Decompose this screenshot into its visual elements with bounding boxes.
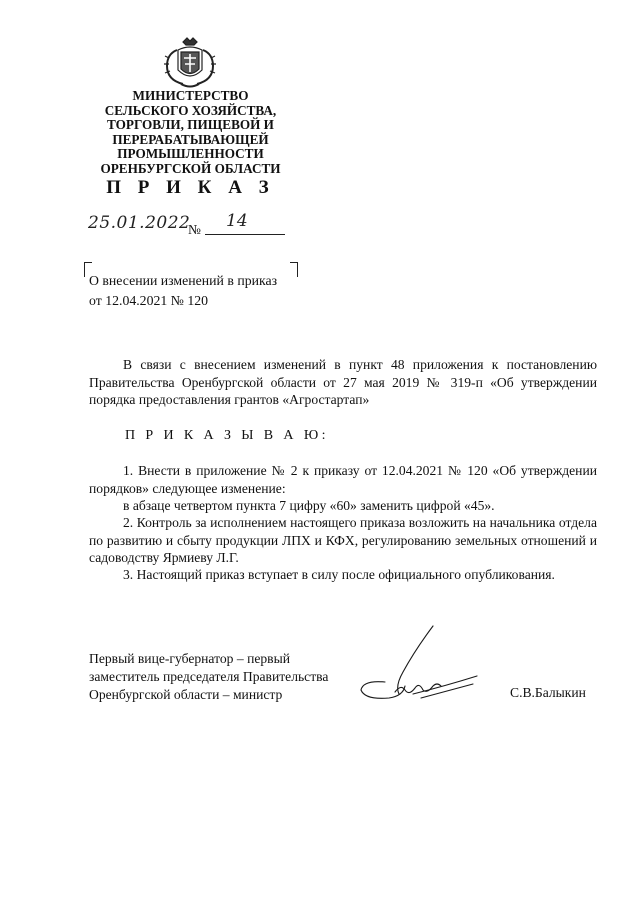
- ministry-line: ТОРГОВЛИ, ПИЩЕВОЙ И: [107, 117, 274, 133]
- order-item-2: 2. Контроль за исполнением настоящего приказа возложить на начальника отдела по развитию и сбыту продукции ЛПХ и КФХ, регулированию земельных отношений и садоводству Ярмиеву Л.Г.: [89, 515, 597, 565]
- order-heading: П Р И К А З Ы В А Ю:: [125, 428, 329, 443]
- subject-line: О внесении изменений в приказ: [89, 273, 278, 288]
- number-label: №: [188, 222, 201, 237]
- position-line: Оренбургской области – министр: [89, 687, 283, 702]
- position-line: Первый вице-губернатор – первый: [89, 651, 290, 666]
- ministry-name: [80, 89, 301, 177]
- ministry-line: ПЕРЕРАБАТЫВАЮЩЕЙ: [112, 131, 269, 147]
- ministry-line: ПРОМЫШЛЕННОСТИ: [117, 146, 264, 162]
- document-number: 14: [226, 211, 248, 231]
- ministry-line: ОРЕНБУРГСКОЙ ОБЛАСТИ: [100, 160, 281, 176]
- position-line: заместитель председателя Правительства: [89, 669, 329, 684]
- order-item-1: 1. Внести в приложение № 2 к приказу от 12.04.2021 № 120 «Об утверждении порядков» следующее изменение:: [89, 463, 597, 496]
- document-subject: [89, 271, 277, 311]
- preamble-paragraph: В связи с внесением изменений в пункт 48 приложения к постановлению Правительства Оренбургской области от 27 мая 2019 № 319-п «Об утверждении порядка предоставления грантов «Агростартап»: [89, 357, 597, 407]
- signatory-position: [89, 650, 328, 704]
- order-item-3: 3. Настоящий приказ вступает в силу после официального опубликования.: [123, 567, 555, 582]
- ministry-line: СЕЛЬСКОГО ХОЗЯЙСТВА,: [104, 102, 277, 118]
- ministry-line: МИНИСТЕРСТВО: [132, 88, 249, 103]
- subject-bracket-right: [290, 262, 298, 277]
- number-underline: [205, 234, 285, 235]
- document-date: 25.01.2022: [88, 213, 191, 233]
- signatory-name: С.В.Балыкин: [510, 685, 586, 700]
- order-item-1-detail: в абзаце четвертом пункта 7 цифру «60» заменить цифрой «45».: [123, 498, 495, 513]
- subject-line: от 12.04.2021 № 120: [89, 293, 209, 308]
- coat-of-arms-icon: [161, 36, 219, 90]
- signature-icon: [355, 620, 485, 710]
- document-type-title: П Р И К А З: [106, 177, 275, 198]
